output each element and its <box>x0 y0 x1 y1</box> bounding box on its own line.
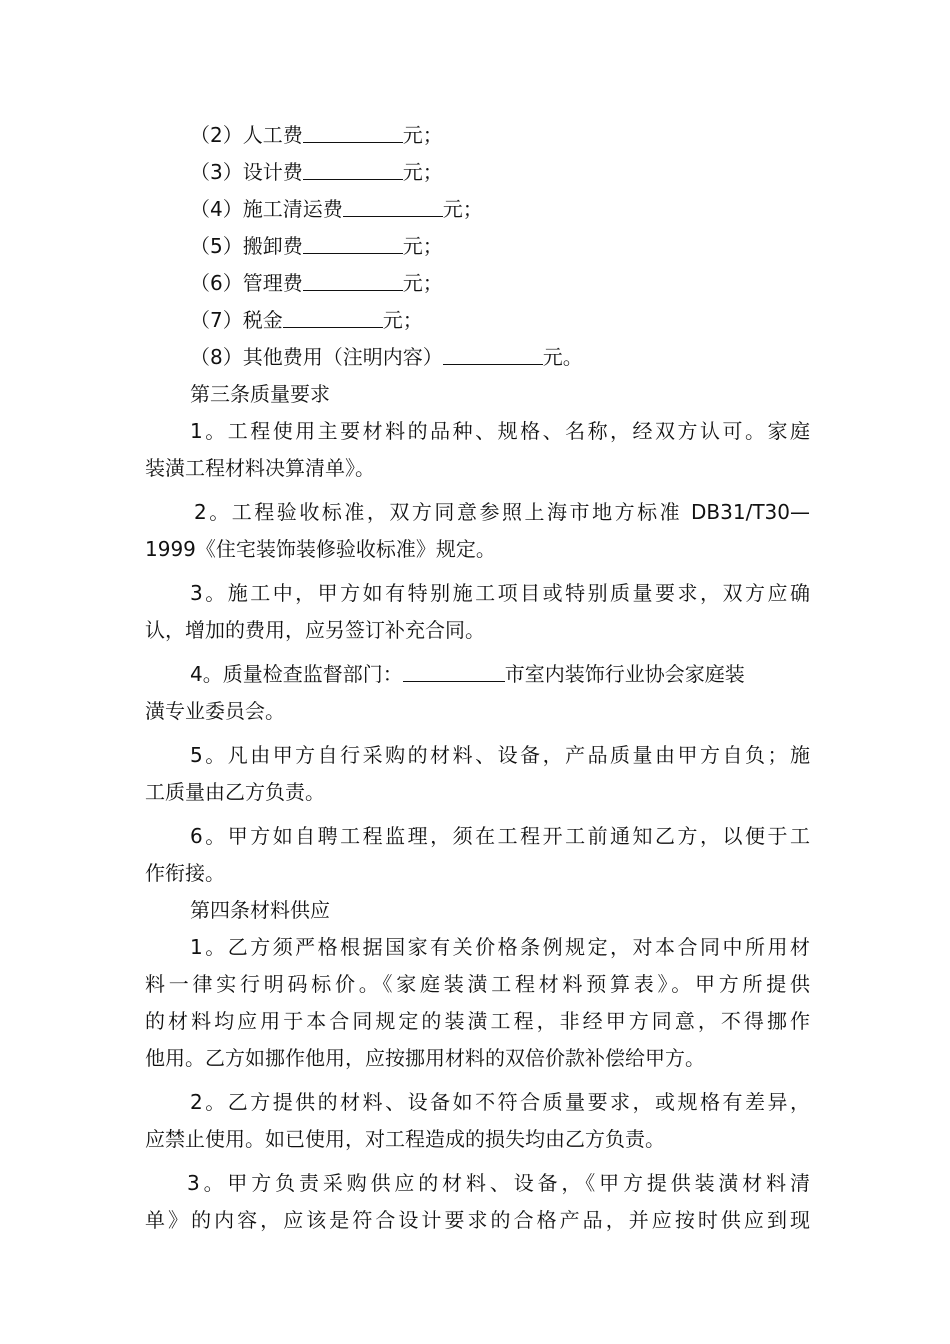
article-4-clause-2-line: 2。乙方提供的材料、设备如不符合质量要求，或规格有差异， <box>190 1090 810 1114</box>
article-3-clause-5-line: 工质量由乙方负责。 <box>145 780 325 804</box>
fee-unit: 元； <box>382 308 423 332</box>
contract-body <box>145 117 810 1239</box>
article-4-clause-1-line: 1。乙方须严格根据国家有关价格条例规定，对本合同中所用材 <box>190 935 810 959</box>
fill-in-blank <box>443 343 543 365</box>
article-4-clause-2-line: 应禁止使用。如已使用，对工程造成的损失均由乙方负责。 <box>145 1127 665 1151</box>
clause-4-label: 4。质量检查监督部门： <box>190 662 403 686</box>
fee-label: （2）人工费 <box>190 123 303 147</box>
fee-label: （5）搬卸费 <box>190 234 303 258</box>
fee-item-design <box>145 154 810 191</box>
fee-label: （3）设计费 <box>190 160 303 184</box>
fee-unit: 元； <box>402 271 443 295</box>
fill-in-blank <box>343 195 443 217</box>
clause-4-suffix: 市室内装饰行业协会家庭装 <box>504 662 745 686</box>
article-4-clause-1-line: 的材料均应用于本合同规定的装潢工程，非经甲方同意，不得挪作 <box>145 1009 810 1033</box>
article-4-clause-1-line: 他用。乙方如挪作他用，应按挪用材料的双倍价款补偿给甲方。 <box>145 1046 705 1070</box>
article-3-clause-4-line <box>145 656 810 693</box>
fill-in-blank <box>303 269 403 291</box>
fill-in-blank <box>283 306 383 328</box>
fee-unit: 元。 <box>542 345 583 369</box>
article-3-clause-3-line: 3。施工中，甲方如有特别施工项目或特别质量要求，双方应确 <box>190 581 810 605</box>
article-3-clause-1-line: 装潢工程材料决算清单》。 <box>145 456 375 480</box>
article-3-clause-3-line: 认，增加的费用，应另签订补充合同。 <box>145 618 485 642</box>
fee-item-management <box>145 265 810 302</box>
article-4-clause-3-line: 单》的内容，应该是符合设计要求的合格产品，并应按时供应到现 <box>145 1208 810 1232</box>
fee-label: （8）其他费用（注明内容） <box>190 345 443 369</box>
article-4-heading: 第四条材料供应 <box>190 898 330 922</box>
fee-item-tax <box>145 302 810 339</box>
fee-item-debris-removal <box>145 191 810 228</box>
article-4-clause-3-line: 3。甲方负责采购供应的材料、设备，《甲方提供装潢材料清 <box>187 1171 810 1195</box>
article-3-clause-5-line: 5。凡由甲方自行采购的材料、设备，产品质量由甲方自负；施 <box>190 743 810 767</box>
fee-label: （7）税金 <box>190 308 283 332</box>
fee-item-other <box>145 339 810 376</box>
fee-unit: 元； <box>402 123 443 147</box>
fee-label: （6）管理费 <box>190 271 303 295</box>
fee-item-labor <box>145 117 810 154</box>
fill-in-blank <box>403 660 505 682</box>
article-3-clause-2-line: 1999《住宅装饰装修验收标准》规定。 <box>145 537 496 561</box>
article-3-clause-6-line: 6。甲方如自聘工程监理，须在工程开工前通知乙方，以便于工 <box>190 824 810 848</box>
article-3-clause-6-line: 作衔接。 <box>145 861 225 885</box>
article-3-clause-4-line: 潢专业委员会。 <box>145 699 285 723</box>
article-3-clause-1-line: 1。工程使用主要材料的品种、规格、名称，经双方认可。家庭 <box>190 419 810 443</box>
fill-in-blank <box>303 121 403 143</box>
article-3-heading: 第三条质量要求 <box>190 382 330 406</box>
fill-in-blank <box>303 158 403 180</box>
article-4-clause-1-line: 料一律实行明码标价。《家庭装潢工程材料预算表》。甲方所提供 <box>145 972 810 996</box>
fee-unit: 元； <box>402 160 443 184</box>
fee-label: （4）施工清运费 <box>190 197 343 221</box>
article-3-clause-2-line: 2。工程验收标准，双方同意参照上海市地方标准 DB31/T30— <box>194 500 810 524</box>
fill-in-blank <box>303 232 403 254</box>
fee-item-handling <box>145 228 810 265</box>
fee-unit: 元； <box>442 197 483 221</box>
fee-unit: 元； <box>402 234 443 258</box>
